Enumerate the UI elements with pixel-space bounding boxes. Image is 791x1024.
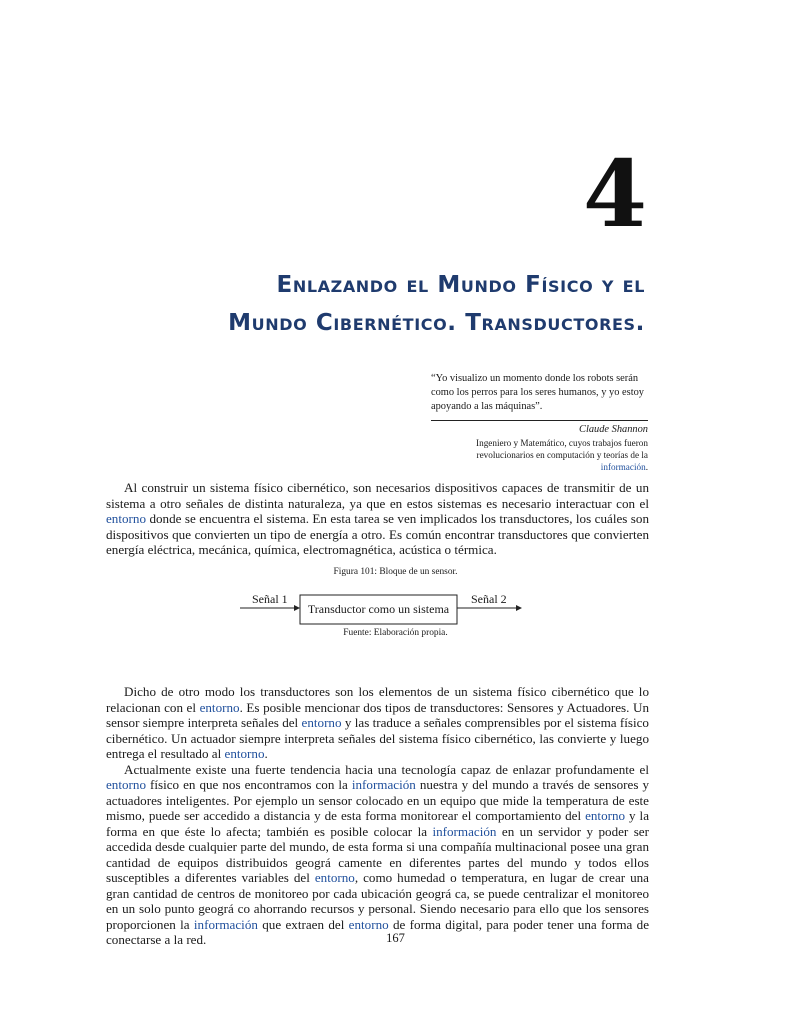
paragraph-3 xyxy=(106,762,649,948)
page-number: 167 xyxy=(386,931,405,945)
signal-in-label: Señal 1 xyxy=(252,592,288,606)
chapter-title xyxy=(85,266,645,342)
paragraph-3-text-d: y la forma en que éste lo afecta; también es posible colocar la xyxy=(106,808,650,839)
informacion-link[interactable]: información xyxy=(193,916,258,932)
informacion-link[interactable]: información xyxy=(600,462,646,472)
paragraph-2-text-b: . Es posible mencionar dos tipos de transductores: Sensores y Actuadores. Un sensor siempre interpreta señales del xyxy=(106,699,649,730)
epigraph xyxy=(431,372,648,473)
chapter-number: 4 xyxy=(582,140,647,248)
chapter-title-line-2: Mundo Cibernético. Transductores. xyxy=(228,310,645,336)
paragraph-2-text-d: . xyxy=(264,746,268,761)
epigraph-divider xyxy=(431,420,648,421)
paragraph-3-text-h: de forma digital, para poder tener una forma de conectarse a la red. xyxy=(106,916,650,947)
paragraph-3-text-e: en un servidor y poder ser accedida desde cualquier parte del mundo, de esta forma si una compañía multinacional posee una gran cantidad de equipos distribuidos geográ camente en diferentes partes del mundo y todos ellos susceptibles a diferentes variables del xyxy=(106,823,649,885)
paragraph-2-text-c: y las traduce a señales comprensibles por el sistema físico cibernético. Un actuador siempre interpreta señales del sistema físico cibernético, las convierte y luego entrega el resultado al xyxy=(106,715,649,761)
entorno-link[interactable]: entorno xyxy=(199,699,240,715)
paragraph-3-text-b: físico en que nos encontramos con la xyxy=(146,777,352,792)
entorno-link[interactable]: entorno xyxy=(106,777,146,792)
entorno-link[interactable]: entorno xyxy=(585,808,626,823)
sensor-block-diagram xyxy=(230,588,530,628)
paragraph-2-text-a: Dicho de otro modo los transductores son los elementos de un sistema físico cibernético que lo relacionan con el xyxy=(106,684,649,715)
paragraph-1 xyxy=(106,480,649,558)
paragraph-1-text-a: Al construir un sistema físico cibernético, son necesarios dispositivos capaces de transmitir de un sistema a otro señales de distinta naturaleza, ya que en estos sistemas es necesario interactuar con el xyxy=(106,480,649,511)
informacion-link[interactable]: información xyxy=(432,823,497,839)
entorno-link[interactable]: entorno xyxy=(224,746,265,761)
entorno-link[interactable]: entorno xyxy=(301,715,342,730)
paragraph-3-text-c: nuestra y del mundo a través de sensores y actuadores inteligentes. Por ejemplo un sensor colocado en un equipo que mide la temperatura de este mismo, puede ser accedido a distancia y de esta forma monitorear el comportamiento del xyxy=(106,777,649,823)
entorno-link[interactable]: entorno xyxy=(314,870,355,885)
entorno-link[interactable]: entorno xyxy=(348,916,389,932)
paragraph-2 xyxy=(106,684,649,762)
epigraph-description xyxy=(431,437,648,473)
transducer-box-label: Transductor como un sistema xyxy=(307,602,450,616)
epigraph-description-end: . xyxy=(645,462,648,472)
paragraph-3-text-g: que extraen del xyxy=(257,916,349,932)
figure-caption: Figura 101: Bloque de un sensor. xyxy=(333,567,458,577)
chapter-title-line-1: Enlazando el Mundo Físico y el xyxy=(276,272,645,298)
signal-out-label: Señal 2 xyxy=(471,592,507,606)
paragraph-1-text-b: donde se encuentra el sistema. En esta tarea se ven implicados los transductores, los cuáles son dispositivos que convierten un tipo de energía a otro. Es común encontrar transductores que convierten energía eléctrica, mecánica, química, electromagnética, acústica o térmica. xyxy=(106,511,649,557)
body-section xyxy=(106,684,649,948)
paragraph-3-text-a: Actualmente existe una fuerte tendencia hacia una tecnología capaz de enlazar profundamente el xyxy=(124,761,649,777)
entorno-link[interactable]: entorno xyxy=(106,511,146,526)
informacion-link[interactable]: información xyxy=(351,777,416,792)
figure-source: Fuente: Elaboración propia. xyxy=(343,628,448,638)
paragraph-3-text-f: , como humedad o temperatura, en lugar de crear una gran cantidad de centros de monitoreo por cada ubicación geográ ca, se puede centralizar el monitoreo en un solo punto geográ co ahorrando recursos y personal. Siendo necesario para ello que los sensores proporcionen la xyxy=(106,870,649,932)
epigraph-author: Claude Shannon xyxy=(579,424,648,435)
epigraph-description-text: Ingeniero y Matemático, cuyos trabajos fueron revolucionarios en computación y teorías de la xyxy=(476,438,648,460)
epigraph-quote: “Yo visualizo un momento donde los robots serán como los perros para los seres humanos, y yo estoy apoyando a las máquinas”. xyxy=(431,373,644,412)
